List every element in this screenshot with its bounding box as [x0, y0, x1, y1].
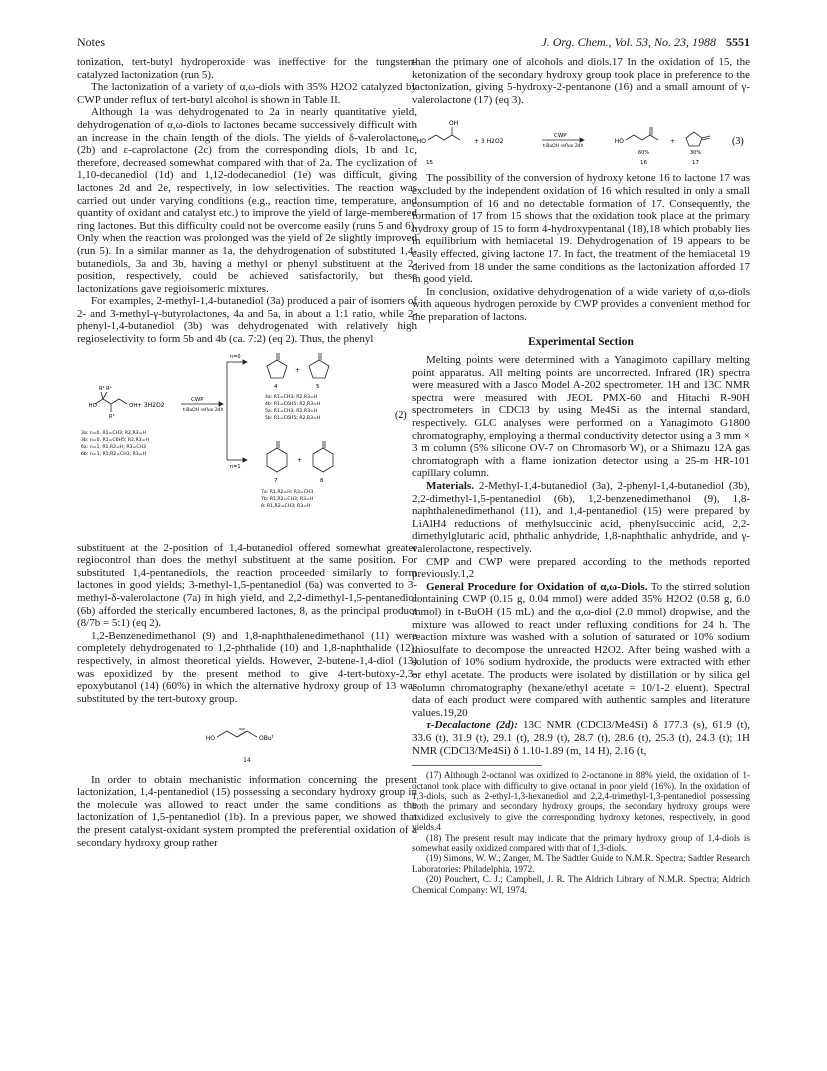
svg-text:OH: OH: [129, 402, 138, 409]
svg-text:HO: HO: [205, 735, 215, 743]
yield-16: 60%: [638, 150, 650, 157]
paragraph-lead: General Procedure for Oxidation of α,ω-Diols.: [426, 580, 648, 593]
page-number: 5551: [726, 35, 750, 49]
svg-text:HO: HO: [88, 402, 97, 409]
journal-citation: J. Org. Chem., Vol. 53, No. 23, 1988: [541, 35, 716, 49]
eq2-catalyst: CWP: [191, 396, 204, 403]
svg-text:+: +: [297, 456, 303, 464]
paragraph: The lactonization of a variety of α,ω-diols with 35% H2O2 catalyzed by CWP under reflux of tert-butyl alcohol is shown in Table II.: [77, 81, 417, 106]
equation-2-structures: [77, 350, 417, 538]
paragraph-lead: τ-Decalactone (2d):: [426, 719, 518, 732]
compound-number: 17: [692, 160, 699, 167]
eq2-compound-number: 8: [320, 477, 324, 484]
paragraph: Melting points were determined with a Yanagimoto capillary melting point apparatus. All melting points are uncorrected. Infrared (IR) spectra were measured with a Jasco Model A-202 spectrometer. 1H and 13C NMR spectra were measured with JEOL PMX-60 and Hitachi R-90H spectrometers in CDCl3 by using Me4Si as the internal standard, respectively. GLC analyses were performed on a Yanagimoto G1800 chromatography, employing a thermal conductivity detector using a 3 mm × 3 m column (5% silicone OV-7 on Chromasorb W), or a Shimazu 12A gas chromatograph with a flame ionization detector using a 25-m HR-101 capillary column.: [412, 354, 750, 480]
eq2-substituent: 5a: R1=CH3; R2,R3=H: [265, 408, 318, 414]
eq2-substituent: 4a: R1=CH3; R2,R3=H: [265, 394, 318, 400]
eq3-conditions: t-BuOH reflux 24h: [543, 144, 584, 150]
left-column: [77, 56, 417, 849]
eq2-substituent: 3a: n=0, R1=CH3; R2,R3=H: [81, 430, 146, 436]
svg-text:+: +: [295, 366, 301, 374]
compound-14-structure: [77, 715, 417, 767]
footnote: (19) Simons, W. W.; Zanger, M. The Sadtler Guide to N.M.R. Spectra; Sadtler Research Laboratories: Philadelphia, 1972.: [412, 853, 750, 874]
equation-number: (3): [732, 136, 744, 148]
eq3-oh: OH: [449, 120, 459, 128]
compound-14-drawing: [187, 715, 307, 749]
paragraph: tonization, tert-butyl hydroperoxide was ineffective for the tungsten-catalyzed lactonization (run 5).: [77, 56, 417, 81]
paragraph: In order to obtain mechanistic information concerning the present lactonization, 1,4-pentanediol (15) possessing a secondary hydroxy group in the molecule was allowed to react under the same conditions as the lactonization of 1,5-pentanediol (1b). In a previous paper, we showed that the present catalyst-oxidant system prompted the preferential oxidation of a secondary hydroxy group rather: [77, 773, 417, 849]
running-header-right: [541, 35, 750, 50]
eq2-compound-number: 5: [316, 383, 320, 390]
svg-text:+: +: [670, 138, 676, 146]
section-title: Experimental Section: [528, 335, 634, 348]
eq2-substituent: 7b: R1,R2=CH3; R3=H: [261, 496, 314, 502]
running-header-left: Notes: [77, 35, 105, 49]
footnote: (18) The present result may indicate that the primary hydroxy group of 1,4-diols is somewhat easily oxidized compared with that of 1,3-diols.: [412, 832, 750, 853]
paragraph: 1,2-Benzenedimethanol (9) and 1,8-naphthalenedimethanol (11) were completely dehydrogenated to 1,2-phthalide (10) and 1,8-naphthalide (12), respectively, in almost theoretical yields. However, 2-butene-1,4-diol (13) was epoxidized by the present method to give 4-tert-butoxy-2,3-epoxybutanol (14) (60%) in which the alternative hydroxy group of 13 was substituted by the tert-butoxy group.: [77, 629, 417, 705]
eq2-substituent: 6b: n=1, R1,R2=CH3; R3=H: [81, 451, 146, 457]
paragraph: τ-Decalactone (2d): 13C NMR (CDCl3/Me4Si) δ 177.3 (s), 61.9 (t), 33.6 (t), 31.9 (t), 29.1 (t), 28.9 (t), 28.7 (t), 28.6 (t), 25.3 (t), 24.3 (t); 1H NMR (CDCl3/Me4Si) δ 1.10-1.89 (m, 14 H), 2.16 (t,: [412, 719, 750, 757]
eq3-reactant-ho: HO: [416, 138, 426, 146]
eq2-branch-bottom: n=1: [230, 463, 241, 470]
paragraph-lead: Materials.: [426, 480, 474, 493]
svg-text:R³: R³: [109, 413, 115, 420]
paragraph: The possibility of the conversion of hydroxy ketone 16 to lactone 17 was excluded by the independent oxidation of 16 which resulted in only a small consumption of 16 and no detectable formation of 17. Consequently, the formation of 17 from 15 shows that the oxidation took place at the primary hydroxy group of 15 to form 4-hydroxypentanal (18),18 which probably lies in equilibrium with hemiacetal 19. Dehydrogenation of 19 appears to be easily effected, giving lactone 17. In fact, the treatment of the hemiacetal 19 derived from 18 under the same conditions as the lactonization afforded 17 in good yield.: [412, 172, 750, 286]
eq2-substituent: 4b: R1=C6H5; R2,R3=H: [265, 401, 321, 407]
eq3-catalyst: CWP: [554, 133, 567, 140]
eq2-substituent: 5b: R1=C6H5; R2,R3=H: [265, 415, 321, 421]
eq2-substituent: 6a: n=1, R1,R2=H; R3=CH3: [81, 444, 146, 450]
equation-2-scheme: [77, 350, 417, 538]
yield-17: 30%: [690, 150, 702, 157]
footnote: (17) Although 2-octanol was oxidized to 2-octanone in 88% yield, the oxidation of 1-octanol took place with difficulty to give octanal in poor yield (16%). In the oxidation of 1,3-diols, such as 2-ethyl-1,3-hexanediol and 2,2,4-trimethyl-1,3-pentanediol possessing both the primary and secondary hydroxy groups, the secondary hydroxy groups were oxidized exclusively to give the corresponding hydroxy ketones, respectively, in good yields.4: [412, 770, 750, 833]
equation-3-structures: [412, 110, 750, 168]
right-column: [412, 56, 750, 895]
eq2-reagent: + 3H2O2: [137, 401, 165, 409]
eq2-substituent: 8: R1,R2=CH3; R3=H: [261, 503, 311, 509]
equation-number: (2): [395, 409, 407, 421]
eq3-reagent: + 3 H2O2: [474, 138, 504, 146]
compound-number: 15: [426, 160, 433, 167]
eq3-product-ho: HO: [614, 138, 624, 146]
svg-text:OBut: OBu$^t$: [259, 734, 274, 743]
paragraph: For examples, 2-methyl-1,4-butanediol (3a) produced a pair of isomers of 2- and 3-methyl-γ-butyrolactones, 4a and 5a, in about a 1:1 ratio, while 2-phenyl-1,4-butanediol (3b) was dehydrogenated with relatively high regioselectivity to form 5b and 4b (ca. 7:2) (eq 2). Thus, the phenyl: [77, 295, 417, 346]
paragraph: Although 1a was dehydrogenated to 2a in nearly quantitative yield, dehydrogenation of α,ω-diols to lactones became successively difficult with an increase in the chain length of the diols. The yields of δ-valerolactone (2b) and ε-caprolactone (2c) from the corresponding diols, 1b and 1c, therefore, decreased somewhat compared with that of 2a. The cyclization of 1,10-decanediol (1d) and 1,12-dodecanediol (1e) was difficult, giving lactones 2d and 2e, respectively, in low selectivities. The reaction was carried out under varying conditions (e.g., reaction time, temperature, and quantity of oxidant and catalyst etc.) to improve the yield of large-membered ring lactones. But this difficulty could not be overcome easily (runs 5 and 6). Only when the reaction was prolonged was the yield of 2e slightly improved (run 5). In a similar manner as 1a, the dehydrogenation of substituted 1,4-butanediols, 3a and 3b, having a methyl or phenyl substituent at the 2-position, respectively, could be achieved satisfactorily, but these lactonizations gave regioisomeric mixtures.: [77, 106, 417, 295]
compound-number: 16: [640, 160, 647, 167]
svg-text:R¹ R²: R¹ R²: [99, 385, 112, 392]
paragraph: CMP and CWP were prepared according to the methods reported previously.1,2: [412, 555, 750, 581]
equation-3-scheme: [412, 110, 750, 168]
footnote-divider: [412, 765, 542, 766]
eq2-compound-number: 7: [274, 477, 278, 484]
eq2-substituent: 3b: n=0, R1=C6H5; R2,R3=H: [81, 437, 149, 443]
paragraph: than the primary one of alcohols and diols.17 In the oxidation of 15, the ketonization of the secondary hydroxy group took place in preference to the lactonization, giving 5-hydroxy-2-pentanone (16) and a small amount of γ-valerolactone (17) (eq 3).: [412, 56, 750, 106]
footnote: (20) Pouchert, C. J.; Campbell, J. R. The Aldrich Library of N.M.R. Spectra; Aldrich Chemical Company: WI, 1974.: [412, 874, 750, 895]
eq2-substituent: 7a: R1,R2=H; R3=CH3: [261, 489, 314, 495]
paragraph: In conclusion, oxidative dehydrogenation of a wide variety of α,ω-diols with aqueous hydrogen peroxide by CWP provides a convenient method for the preparation of lactons.: [412, 285, 750, 323]
paragraph: Materials. 2-Methyl-1,4-butanediol (3a), 2-phenyl-1,4-butanediol (3b), 2,2-dimethyl-1,5-pentanediol (6b), 1,2-benzenedimethanol (9), 1,8-naphthalenedimethanol (11), and 1,4-pentanediol (15) were prepared by LiAlH4 reductions of methylsuccinic acid, phenylsuccinic acid, 2,2-dimethylglutaric acid, phthalic anhydride, 1,8-naphthalic anhydride, and γ-valerolactone, respectively.: [412, 480, 750, 555]
compound-number: 14: [243, 756, 251, 764]
eq2-conditions: t-BuOH reflux 24h: [183, 407, 224, 413]
eq2-branch-top: n=0: [230, 353, 241, 360]
paragraph: General Procedure for Oxidation of α,ω-Diols. To the stirred solution containing CWP (0.15 g, 0.04 mmol) were added 35% H2O2 (0.58 g, 6.0 mmol) in t-BuOH (15 mL) and the α,ω-diol (2.0 mmol) dropwise, and the mixture was allowed to react under refluxing conditions for 24 h. The reaction mixture was washed with a solution of saturated or 10% sodium thiosulfate to decompose the unreacted H2O2. After being washed with a solution of 10% sodium hydroxide, the products were extracted with ether or ethyl acetate. The products were isolated by distillation or by silica gel column chromatography (hexane/ethyl acetate = 10/1-2 eluent). Spectral data of each product were compared with authentic samples and literature values.19,20: [412, 580, 750, 719]
eq2-compound-number: 4: [274, 383, 278, 390]
paragraph: substituent at the 2-position of 1,4-butanediol offered somewhat greater regiocontrol than does the methyl substituent at the same position. For substituted 1,4-pentanediols, the reaction proceeded similarly to form lactones in good yields; 3-methyl-1,5-pentanediol (6a) was converted to 3-methyl-δ-valerolactone (7a) in high yield, and 2,2-dimethyl-1,5-pentanediol (6b) afforded the sterically encumbered lactones, 8, as the principal product (8/7b = 5:1) (eq 2).: [77, 541, 417, 630]
